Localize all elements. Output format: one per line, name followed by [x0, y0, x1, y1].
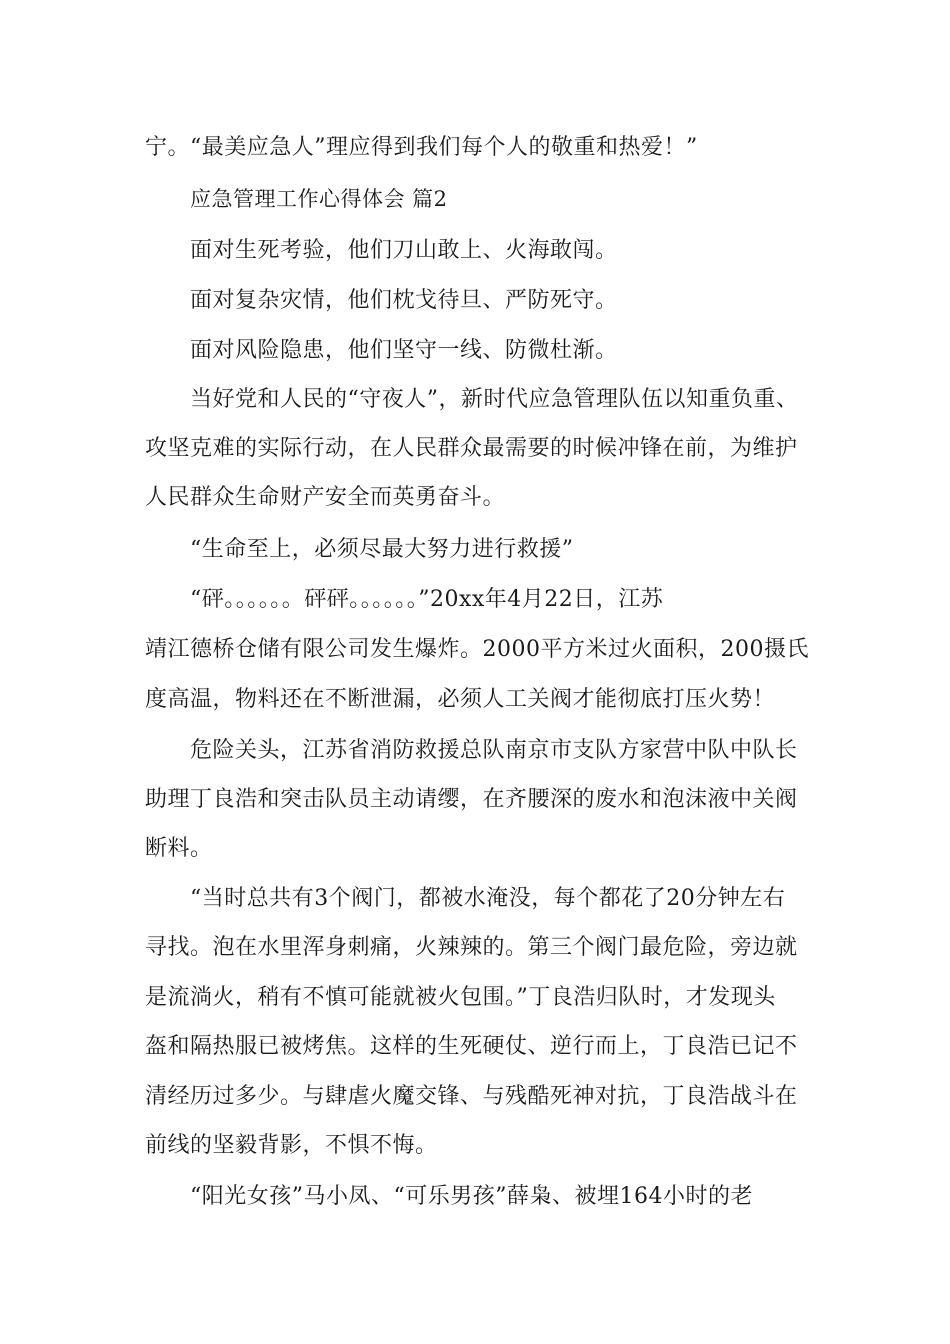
paragraph-line: 人民群众生命财产安全而英勇奋斗。: [145, 485, 506, 510]
paragraph-line: 助理丁良浩和突击队员主动请缨，在齐腰深的废水和泡沫液中关阀: [145, 787, 798, 812]
paragraph-line: 清经历过多少。与肆虐火魔交锋、与残酷死神对抗，丁良浩战斗在: [145, 1084, 798, 1109]
paragraph-line: 度高温，物料还在不断泄漏，必须人工关阀才能彻底打压火势！: [145, 687, 776, 712]
paragraph-line: “生命至上，必须尽最大努力进行救援”: [190, 537, 574, 562]
paragraph-line: 前线的坚毅背影，不惧不悔。: [145, 1133, 438, 1158]
paragraph-line: 断料。: [145, 836, 213, 861]
section-heading: 应急管理工作心得体会 篇2: [190, 187, 448, 211]
paragraph-line: 是流淌火，稍有不慎可能就被火包围。”丁良浩归队时，才发现头: [145, 985, 776, 1010]
paragraph-line: 危险关头，江苏省消防救援总队南京市支队方家营中队中队长: [190, 738, 798, 763]
paragraph-line: 寻找。泡在水里浑身刺痛，火辣辣的。第三个阀门最危险，旁边就: [145, 935, 798, 960]
paragraph-line: 面对风险隐患，他们坚守一线、防微杜渐。: [190, 338, 618, 363]
paragraph-line: 宁。“最美应急人”理应得到我们每个人的敬重和热爱！”: [145, 135, 698, 160]
paragraph-line: 面对复杂灾情，他们枕戈待旦、严防死守。: [190, 288, 618, 313]
paragraph-line: 攻坚克难的实际行动，在人民群众最需要的时候冲锋在前，为维护: [145, 436, 798, 461]
paragraph-line: 靖江德桥仓储有限公司发生爆炸。2000平方米过火面积，200摄氏: [145, 637, 809, 662]
paragraph-line: “当时总共有3个阀门，都被水淹没，每个都花了20分钟左右: [190, 886, 786, 911]
paragraph-line: 面对生死考验，他们刀山敢上、火海敢闯。: [190, 238, 618, 263]
paragraph-line: “阳光女孩”马小凤、“可乐男孩”薛枭、被埋164小时的老: [190, 1184, 753, 1209]
paragraph-line: “砰。。。。。。砰砰。。。。。。”20xx年4月22日，江苏: [190, 587, 664, 612]
paragraph-line: 当好党和人民的“守夜人”，新时代应急管理队伍以知重负重、: [190, 387, 799, 412]
paragraph-line: 盔和隔热服已被烤焦。这样的生死硬仗、逆行而上，丁良浩已记不: [145, 1034, 798, 1059]
